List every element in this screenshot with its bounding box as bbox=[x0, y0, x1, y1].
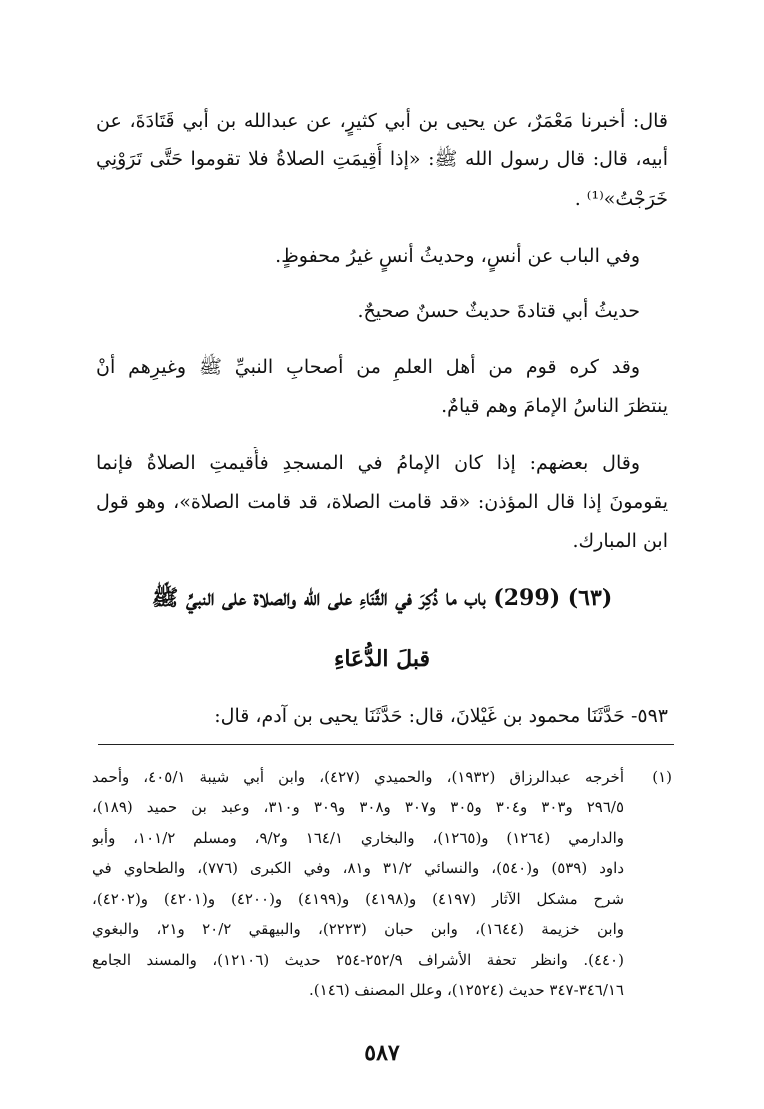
footnote-line: أخرجه عبدالرزاق (١٩٣٢)، والحميدي (٤٢٧)، وابن أبي شيبة ٤٠٥/١، وأحمد bbox=[92, 768, 624, 786]
footnote-line: داود (٥٣٩) و(٥٤٠)، والنسائي ٣١/٢ و٨١، وفي الكبرى (٧٧٦)، والطحاوي في bbox=[92, 859, 624, 877]
chapter-heading-continuation: قبلَ الدُّعَاءِ bbox=[333, 646, 430, 672]
footnote-line: وابن خزيمة (١٦٤٤)، وابن حبان (٢٢٢٣)، والبيهقي ٢٠/٢ و٢١، والبغوي bbox=[92, 920, 624, 938]
paragraph-3: حديثُ أبي قتادةَ حديثٌ حسنٌ صحيحٌ. bbox=[357, 300, 640, 322]
footnote-line: شرح مشكل الآثار (٤١٩٧) و(٤١٩٨) و(٤١٩٩) و(٤٢٠٠) و(٤٢٠١) و(٤٢٠٢)، bbox=[92, 890, 624, 908]
footnote-line: ٢٩٦/٥ و٣٠٣ و٣٠٤ و٣٠٥ و٣٠٧ و٣٠٨ و٣٠٩ و٣١٠، وعبد بن حميد (١٨٩)، bbox=[92, 798, 624, 816]
page-number: ٥٨٧ bbox=[364, 1040, 400, 1066]
paragraph-4-line-2: ينتظرَ الناسُ الإمامَ وهم قيامٌ. bbox=[441, 395, 668, 417]
chapter-heading: (٦٣) (299) باب ما ذُكِرَ في الثَّنَاءِ على الله والصلاة على النبيِّ ﷺ bbox=[151, 585, 613, 611]
footnote-number: (١) bbox=[652, 768, 672, 786]
footnote-line: والدارمي (١٢٦٤) و(١٢٦٥)، والبخاري ١٦٤/١ و٩/٢، ومسلم ١٠١/٢، وأبو bbox=[92, 829, 624, 847]
paragraph-4-line-1: وقد كره قوم من أهل العلمِ من أصحابِ النبيِّ ﷺ وغيرِهم أنْ bbox=[96, 356, 640, 378]
paragraph-2: وفي الباب عن أنسٍ، وحديثُ أنسٍ غيرُ محفوظٍ. bbox=[275, 245, 640, 267]
hadith-isnad-line: ٥٩٣- حَدَّثَنَا محمود بن غَيْلانَ، قال: حَدَّثَنَا يحيى بن آدم، قال: bbox=[214, 705, 668, 727]
paragraph-1-line-1: قال: أخبرنا مَعْمَرٌ، عن يحيى بن أبي كثيرٍ، عن عبدالله بن أبي قَتَادَةَ، عن bbox=[96, 110, 668, 132]
paragraph-5-line-2: يقومونَ إذا قال المؤذن: «قد قامت الصلاة، قد قامت الصلاة»، وهو قول bbox=[96, 491, 668, 513]
paragraph-5-line-3: ابن المبارك. bbox=[572, 530, 668, 552]
paragraph-1-line-2: أبيه، قال: قال رسول الله ﷺ: «إذا أُقِيمَتِ الصلاةُ فلا تقوموا حَتَّى تَرَوْنِي bbox=[96, 148, 668, 170]
footnote-separator bbox=[98, 744, 674, 745]
footnote-line: ٣٤٦/١٦-٣٤٧ حديث (١٢٥٢٤)، وعلل المصنف (١٤٦). bbox=[309, 981, 624, 999]
paragraph-5-line-1: وقال بعضهم: إذا كان الإمامُ في المسجدِ فأُقيمتِ الصلاةُ فإنما bbox=[96, 452, 640, 474]
footnote-line: (٤٤٠). وانظر تحفة الأشراف ٢٥٢/٩-٢٥٤ حديث (١٢١٠٦)، والمسند الجامع bbox=[92, 951, 624, 969]
paragraph-1-line-3: خَرَجْتُ»⁽¹⁾ . bbox=[574, 188, 668, 210]
